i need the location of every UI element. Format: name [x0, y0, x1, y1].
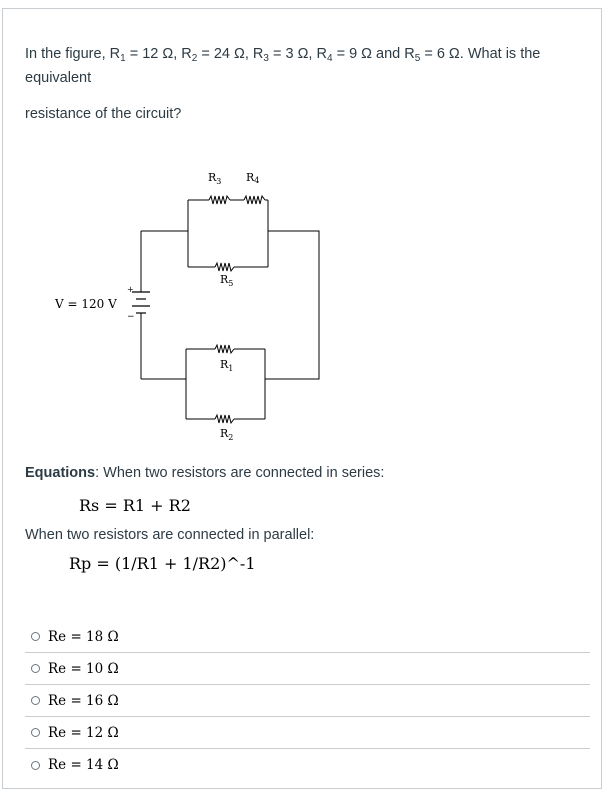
parallel-heading: When two resistors are connected in parallel: [25, 527, 315, 543]
voltage-label: V = 120 V [55, 297, 117, 311]
answer-option[interactable] [25, 621, 590, 653]
radio-button[interactable] [31, 728, 40, 737]
radio-button[interactable] [31, 632, 40, 641]
answer-options [25, 621, 590, 781]
label-r3: $R_3$ [208, 171, 222, 186]
resistor-r1-symbol [215, 345, 234, 353]
question-card [2, 8, 602, 789]
radio-button[interactable] [31, 761, 40, 770]
option-label: Re = 12 Ω [48, 724, 119, 741]
series-formula: Rs = R1 + R2 [79, 496, 191, 515]
option-label: Re = 14 Ω [48, 757, 119, 773]
label-r2: $R_2$ [220, 427, 234, 442]
label-r4: R4 [246, 171, 260, 185]
option-label: Re = 16 Ω [48, 692, 119, 709]
radio-button[interactable] [31, 696, 40, 705]
equations-heading: Equations: When two resistors are connected in series: [25, 465, 385, 481]
question-line-1: In the figure, $R_1 = 12$ Ω, $R_2 = 24$ Ω, $R_3 = 3$ Ω, $R_4 = 9$ Ω and $R_5 = 6$ Ω. What is the equivalent [25, 46, 541, 86]
resistor-r2-symbol [215, 415, 234, 423]
equations-section [25, 462, 585, 573]
answer-option[interactable] [25, 653, 590, 685]
label-r5: $R_5$ [220, 273, 234, 288]
answer-option[interactable] [25, 717, 590, 749]
question-line-2: resistance of the circuit? [25, 106, 182, 122]
resistor-r5-symbol [215, 263, 234, 271]
label-r1: $R_1$ [220, 358, 234, 373]
resistor-r4-symbol [244, 196, 265, 204]
answer-option[interactable] [25, 685, 590, 717]
option-label: Re = 10 Ω [48, 660, 119, 677]
battery-minus: − [127, 312, 135, 322]
resistor-r3-symbol [209, 196, 230, 204]
battery-plus: + [127, 285, 134, 294]
option-label: Re = 18 Ω [48, 628, 119, 645]
wire-right-top [265, 231, 319, 379]
radio-button[interactable] [31, 664, 40, 673]
answer-option[interactable] [25, 749, 590, 781]
circuit-diagram [43, 159, 343, 449]
question-text [25, 43, 590, 125]
parallel-formula: Rp = (1/R1 + 1/R2)^-1 [69, 554, 256, 573]
